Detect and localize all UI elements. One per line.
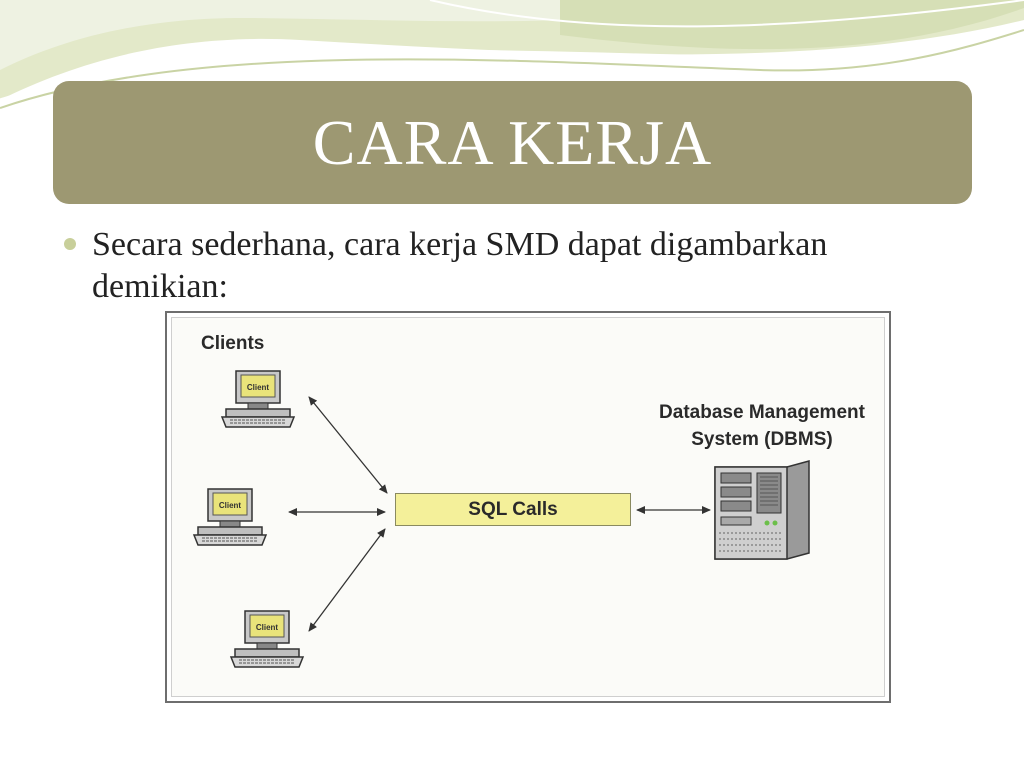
bullet-text: Secara sederhana, cara kerja SMD dapat digambarkan demikian: — [92, 226, 828, 305]
svg-text:Client: Client — [218, 501, 242, 510]
bullet-item — [62, 224, 962, 308]
title-bar — [53, 81, 972, 204]
dbms-label-line-1: Database Management — [659, 402, 865, 423]
sql-calls-box — [395, 493, 631, 526]
client-computer-1 — [222, 371, 294, 427]
arrow-client1-sql — [309, 397, 387, 493]
arrow-client3-sql — [309, 529, 385, 631]
dbms-label — [637, 399, 887, 453]
bullet-dot-icon — [64, 238, 76, 250]
clients-label: Clients — [201, 333, 265, 354]
svg-text:Client: Client — [255, 623, 279, 632]
client-computer-3 — [231, 611, 303, 667]
dbms-server-icon — [715, 461, 809, 559]
slide-title: CARA KERJA — [312, 106, 713, 178]
sql-calls-label: SQL Calls — [468, 498, 558, 520]
client-computer-2 — [194, 489, 266, 545]
svg-text:Client: Client — [246, 383, 270, 392]
client-server-diagram — [165, 311, 891, 703]
dbms-label-line-2: System (DBMS) — [691, 429, 833, 450]
